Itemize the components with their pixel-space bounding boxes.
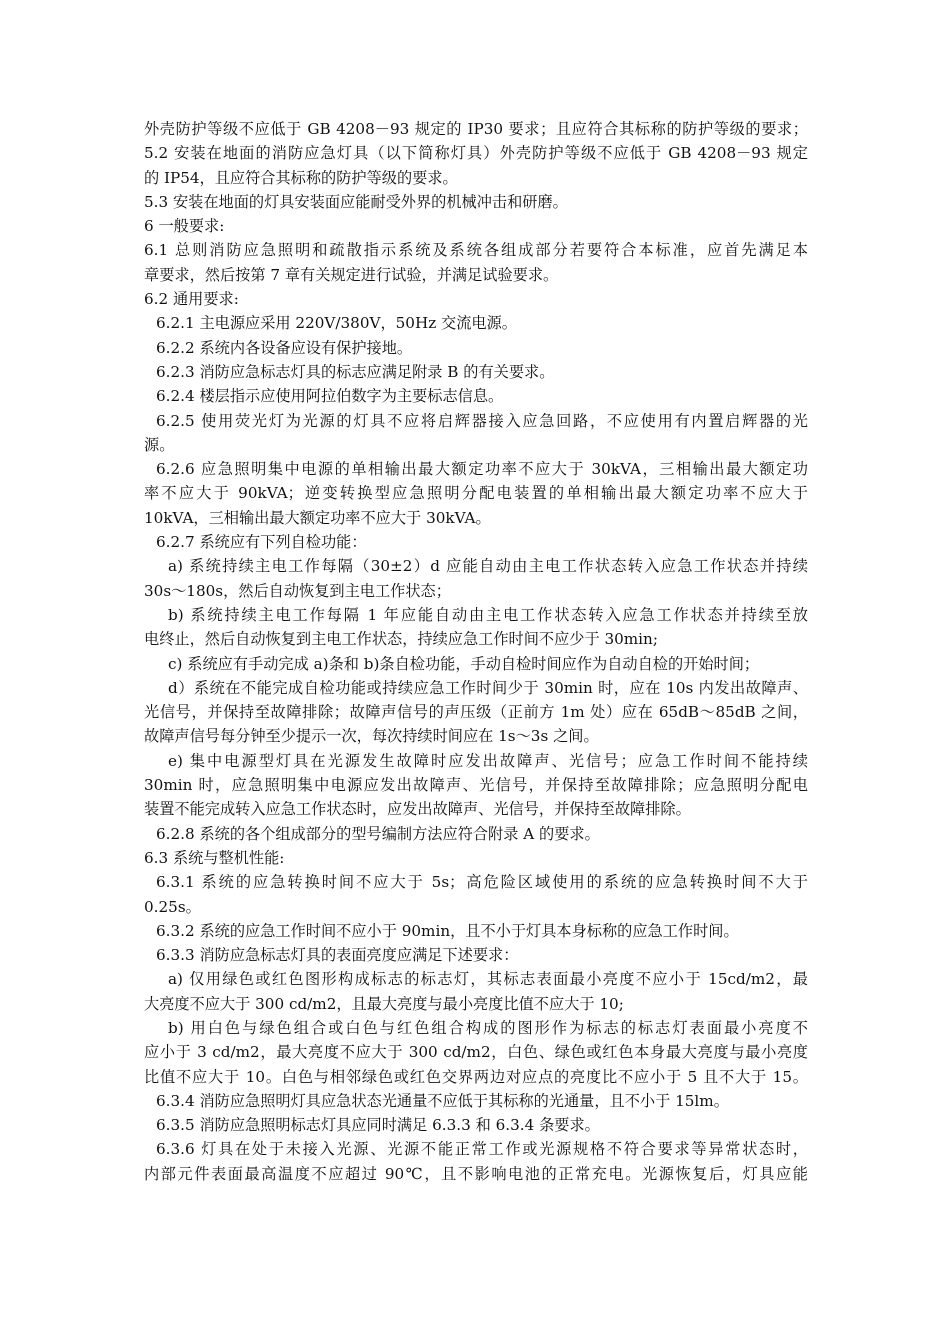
text-line: 6.2 通用要求: [144,290,239,309]
text-line: 外壳防护等级不应低于 GB 4208－93 规定的 IP30 要求；且应符合其标称的防护等级的要求； [144,120,808,138]
text-line: 6.2.3 消防应急标志灯具的标志应满足附录 B 的有关要求。 [156,362,555,381]
text-line: 6.3.1 系统的应急转换时间不应大于 5s；高危险区域使用的系统的应急转换时间不大于 [156,873,808,892]
text-line: 6.2.5 使用荧光灯为光源的灯具不应将启辉器接入应急回路，不应使用有内置启辉器的光 [156,411,808,430]
text-line: 比值不应大于 10。白色与相邻绿色或红色交界两边对应点的亮度比不应小于 5 且不大于 15。 [144,1067,808,1086]
text-line: 的 IP54，且应符合其标称的防护等级的要求。 [144,168,458,187]
text-line: 6.2.6 应急照明集中电源的单相输出最大额定功率不应大于 30kVA，三相输出最大额定功 [156,460,808,479]
text-line: 0.25s。 [144,897,201,916]
text-line: 章要求，然后按第 7 章有关规定进行试验，并满足试验要求。 [144,265,559,284]
text-line: a) 仅用绿色或红色图形构成标志的标志灯，其标志表面最小亮度不应小于 15cd/m2，最 [168,970,808,989]
text-line: e) 集中电源型灯具在光源发生故障时应发出故障声、光信号；应急工作时间不能持续 [168,751,808,770]
text-line: 5.2 安装在地面的消防应急灯具（以下简称灯具）外壳防护等级不应低于 GB 4208－93 规定 [144,144,808,163]
text-line: 6.3.6 灯具在处于未接入光源、光源不能正常工作或光源规格不符合要求等异常状态时， [156,1140,808,1159]
text-line: 6.3.3 消防应急标志灯具的表面亮度应满足下述要求： [156,946,519,965]
text-line: 装置不能完成转入应急工作状态时，应发出故障声、光信号，并保持至故障排除。 [144,800,691,819]
text-line: 应小于 3 cd/m2，最大亮度不应大于 300 cd/m2，白色、绿色或红色本身最大亮度与最小亮度 [144,1043,808,1062]
text-line: 6.2.1 主电源应采用 220V/380V，50Hz 交流电源。 [156,314,517,333]
text-line: b) 系统持续主电工作每隔 1 年应能自动由主电工作状态转入应急工作状态并持续至放 [168,605,808,624]
text-line: 6 一般要求: [144,217,225,236]
text-line: 6.3 系统与整机性能: [144,848,285,867]
text-line: 6.3.2 系统的应急工作时间不应小于 90min，且不小于灯具本身标称的应急工作时间。 [156,921,739,940]
text-line: 6.2.4 楼层指示应使用阿拉伯数字为主要标志信息。 [156,387,504,406]
text-line: 电终止，然后自动恢复到主电工作状态，持续应急工作时间不应少于 30min; [144,630,658,649]
text-line: 6.1 总则消防应急照明和疏散指示系统及系统各组成部分若要符合本标准，应首先满足本 [144,241,808,260]
text-line: 率不应大于 90kVA；逆变转换型应急照明分配电装置的单相输出最大额定功率不应大于 [144,484,808,503]
text-line: 故障声信号每分钟至少提示一次，每次持续时间应在 1s～3s 之间。 [144,727,599,746]
text-line: 大亮度不应大于 300 cd/m2，且最大亮度与最小亮度比值不应大于 10; [144,994,624,1013]
text-line: 6.3.4 消防应急照明灯具应急状态光通量不应低于其标称的光通量，且不小于 15lm。 [156,1091,729,1110]
text-line: c) 系统应有手动完成 a)条和 b)条自检功能，手动自检时间应作为自动自检的开始时间； [168,654,760,673]
text-line: 内部元件表面最高温度不应超过 90℃，且不影响电池的正常充电。光源恢复后，灯具应能 [144,1164,808,1183]
text-line: 6.2.2 系统内各设备应设有保护接地。 [156,338,413,357]
text-line: a) 系统持续主电工作每隔（30±2）d 应能自动由主电工作状态转入应急工作状态并持续 [168,557,808,576]
text-line: 6.2.7 系统应有下列自检功能： [156,533,367,552]
text-line: 6.2.8 系统的各个组成部分的型号编制方法应符合附录 A 的要求。 [156,824,600,843]
text-line: 30min 时，应急照明集中电源应发出故障声、光信号，并保持至故障排除；应急照明分配电 [144,776,808,795]
text-line: b) 用白色与绿色组合或白色与红色组合构成的图形作为标志的标志灯表面最小亮度不 [168,1018,808,1037]
text-line: 光信号，并保持至故障排除；故障声信号的声压级（正前方 1m 处）应在 65dB～85dB 之间， [144,703,808,722]
text-line: 10kVA，三相输出最大额定功率不应大于 30kVA。 [144,508,491,527]
text-line: 源。 [144,435,175,454]
text-line: d）系统在不能完成自检功能或持续应急工作时间少于 30min 时，应在 10s 内发出故障声、 [168,678,808,697]
document-body-text [144,117,808,1186]
text-line: 30s～180s，然后自动恢复到主电工作状态； [144,581,451,600]
text-line: 5.3 安装在地面的灯具安装面应能耐受外界的机械冲击和研磨。 [144,192,568,211]
text-line: 6.3.5 消防应急照明标志灯具应同时满足 6.3.3 和 6.3.4 条要求。 [156,1116,600,1135]
